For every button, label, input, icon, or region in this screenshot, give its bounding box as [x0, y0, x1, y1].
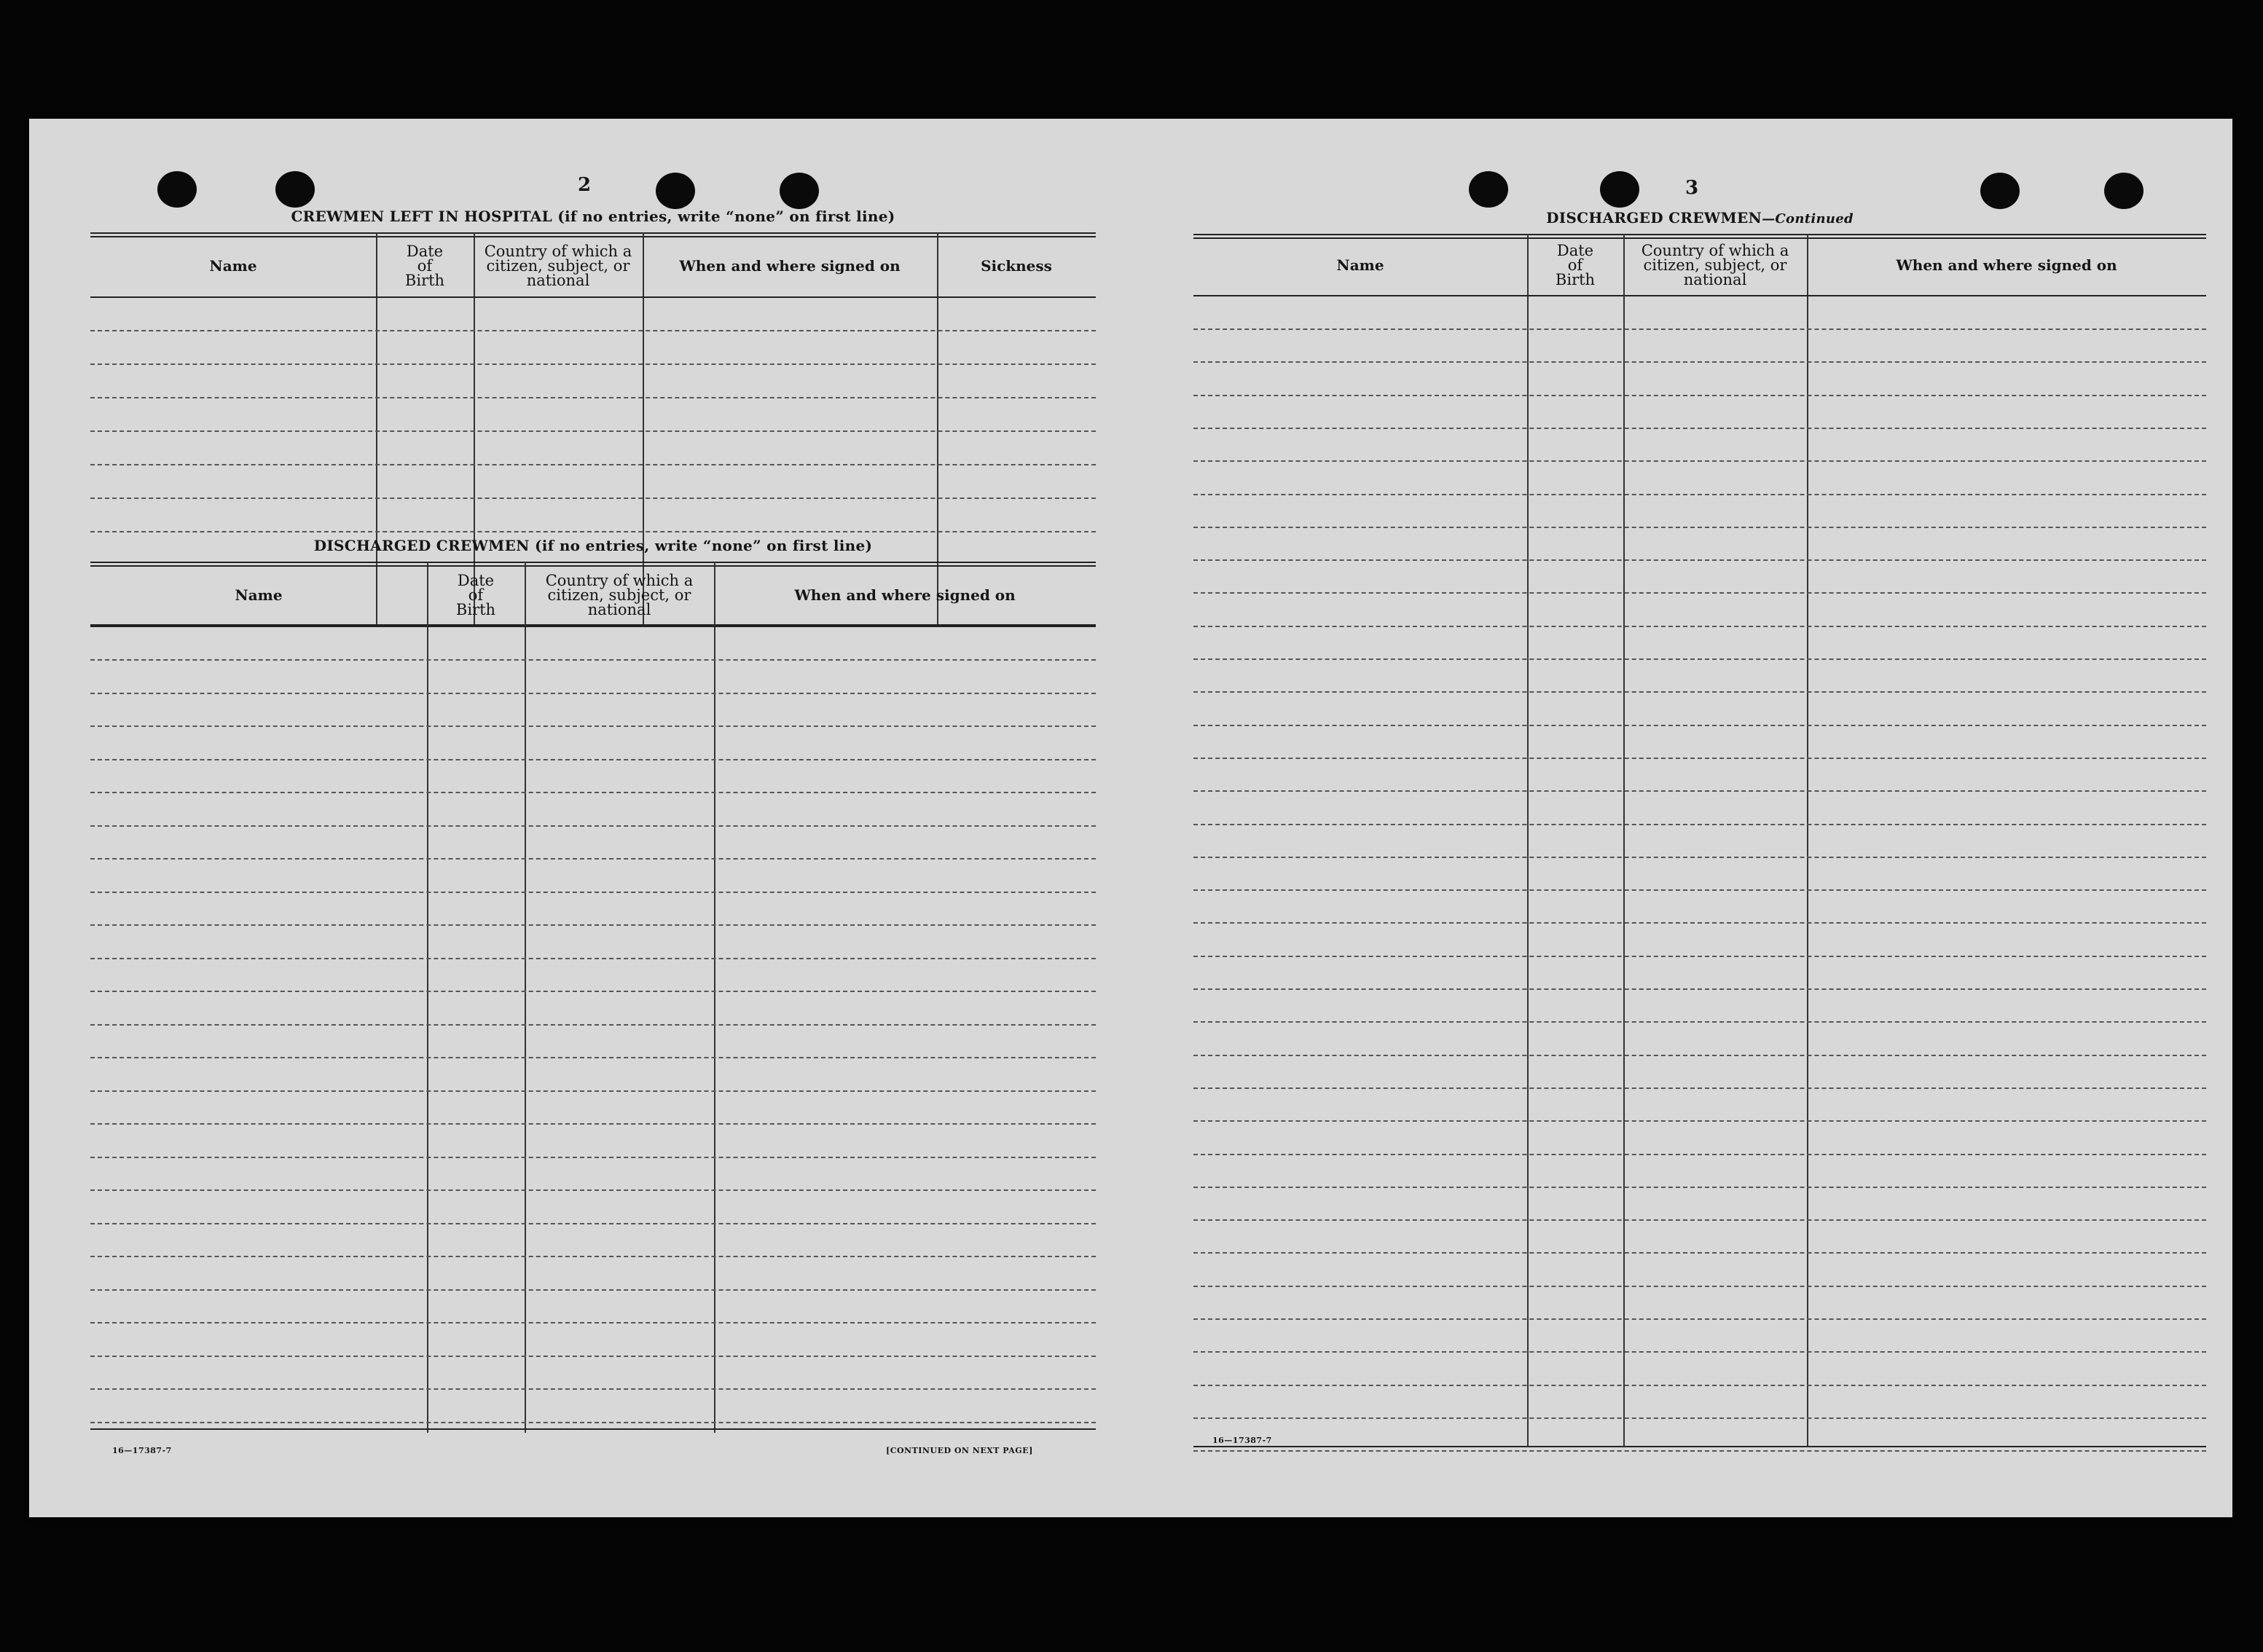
discharged-section-title: [90, 537, 1096, 554]
form-code-right: 16—17387-7: [1212, 1436, 1272, 1445]
discharged-continued-table: [1193, 234, 2206, 1450]
table-row[interactable]: [1193, 559, 2206, 561]
punch-hole: [780, 173, 819, 209]
table-row[interactable]: [1193, 1417, 2206, 1419]
table-row[interactable]: [90, 1388, 1096, 1390]
table-row[interactable]: [90, 464, 1096, 465]
table-row[interactable]: [1193, 1021, 2206, 1023]
table-row[interactable]: [90, 363, 1096, 365]
table-row[interactable]: [90, 958, 1096, 959]
table-row[interactable]: [1193, 1318, 2206, 1320]
table-row[interactable]: [1193, 1120, 2206, 1122]
col-header-date-of-birth: Date of Birth: [1555, 242, 1596, 288]
table-row[interactable]: [90, 1356, 1096, 1357]
table-row[interactable]: [1193, 725, 2206, 726]
punch-hole: [1600, 171, 1639, 208]
table-row[interactable]: [1193, 460, 2206, 462]
col-header-signed-on: When and where signed on: [794, 586, 1016, 604]
punch-hole: [275, 171, 315, 208]
table-bottom-rule: [90, 1428, 1096, 1430]
table-row[interactable]: [90, 892, 1096, 893]
header-bottom-rule: [90, 626, 1096, 627]
table-row[interactable]: [1193, 428, 2206, 429]
table-row[interactable]: [90, 991, 1096, 992]
table-bottom-rule: [1193, 1446, 2206, 1447]
table-row[interactable]: [1193, 790, 2206, 792]
table-row[interactable]: [90, 725, 1096, 727]
table-top-rule: [90, 562, 1096, 567]
table-row[interactable]: [90, 1289, 1096, 1291]
table-row[interactable]: [90, 759, 1096, 760]
col-header-sickness: Sickness: [981, 257, 1052, 275]
right-title-suffix: —Continued: [1762, 211, 1854, 227]
punch-hole: [1980, 173, 2020, 209]
page-number-right: 3: [1684, 177, 1699, 199]
table-row[interactable]: [1193, 1351, 2206, 1353]
hospital-title-note: (if no entries, write “none” on first line): [557, 208, 895, 225]
table-row[interactable]: [1193, 361, 2206, 363]
table-row[interactable]: [90, 330, 1096, 331]
table-top-rule: [90, 232, 1096, 237]
header-bottom-rule: [90, 296, 1096, 298]
column-divider: [1807, 234, 1808, 1446]
right-section-title: [1193, 209, 2206, 227]
continued-note: [CONTINUED ON NEXT PAGE]: [886, 1446, 1033, 1455]
table-row[interactable]: [1193, 824, 2206, 825]
table-row[interactable]: [90, 792, 1096, 793]
punch-hole: [157, 171, 197, 208]
table-row[interactable]: [1193, 988, 2206, 990]
table-row[interactable]: [1193, 1055, 2206, 1056]
table-row[interactable]: [1193, 527, 2206, 528]
col-header-country: Country of which a citizen, subject, or national: [484, 243, 632, 289]
table-row[interactable]: [1193, 1252, 2206, 1254]
table-row[interactable]: [90, 924, 1096, 926]
col-header-name: Name: [209, 257, 257, 275]
table-row[interactable]: [90, 1322, 1096, 1323]
form-sheet: [29, 119, 2232, 1517]
table-row[interactable]: [1193, 1450, 2206, 1452]
col-header-name: Name: [1336, 256, 1384, 274]
table-row[interactable]: [90, 1256, 1096, 1257]
col-header-date-of-birth: Date of Birth: [455, 572, 496, 618]
table-row[interactable]: [1193, 1154, 2206, 1155]
right-title-text: DISCHARGED CREWMEN: [1546, 209, 1762, 227]
hospital-title-text: CREWMEN LEFT IN HOSPITAL: [291, 208, 552, 225]
hospital-section-title: [90, 208, 1096, 225]
table-row[interactable]: [90, 397, 1096, 398]
col-header-date-of-birth: Date of Birth: [404, 243, 445, 289]
page-number-left: 2: [577, 174, 592, 196]
discharged-table: [90, 562, 1096, 1433]
table-row[interactable]: [1193, 626, 2206, 627]
punch-hole: [2104, 173, 2144, 209]
table-row[interactable]: [1193, 658, 2206, 660]
table-row[interactable]: [1193, 1087, 2206, 1089]
table-row[interactable]: [1193, 857, 2206, 858]
table-row[interactable]: [1193, 922, 2206, 924]
table-row[interactable]: [90, 1157, 1096, 1158]
table-row[interactable]: [90, 531, 1096, 532]
table-row[interactable]: [90, 430, 1096, 432]
discharged-title-text: DISCHARGED CREWMEN: [313, 537, 530, 554]
table-row[interactable]: [1193, 329, 2206, 330]
table-row[interactable]: [90, 1090, 1096, 1092]
table-row[interactable]: [90, 1189, 1096, 1191]
punch-hole: [1469, 171, 1508, 208]
table-row[interactable]: [1193, 1219, 2206, 1221]
header-bottom-rule: [1193, 295, 2206, 296]
column-divider: [1527, 234, 1529, 1446]
table-row[interactable]: [1193, 592, 2206, 594]
table-row[interactable]: [90, 1024, 1096, 1026]
table-row[interactable]: [90, 1223, 1096, 1224]
table-row[interactable]: [1193, 1286, 2206, 1287]
table-row[interactable]: [1193, 758, 2206, 759]
table-row[interactable]: [90, 659, 1096, 661]
col-header-country: Country of which a citizen, subject, or national: [1641, 242, 1789, 288]
table-row[interactable]: [90, 1422, 1096, 1423]
punch-hole: [656, 173, 695, 209]
table-row[interactable]: [90, 858, 1096, 860]
table-row[interactable]: [90, 693, 1096, 694]
table-row[interactable]: [1193, 395, 2206, 396]
table-row[interactable]: [1193, 1385, 2206, 1386]
table-row[interactable]: [1193, 691, 2206, 693]
table-row[interactable]: [90, 497, 1096, 499]
table-row[interactable]: [1193, 1187, 2206, 1188]
column-divider: [1623, 234, 1625, 1446]
table-row[interactable]: [1193, 494, 2206, 495]
table-row[interactable]: [1193, 956, 2206, 957]
col-header-country: Country of which a citizen, subject, or national: [545, 572, 694, 618]
form-code-left: 16—17387-7: [112, 1446, 172, 1455]
col-header-signed-on: When and where signed on: [1896, 256, 2117, 274]
col-header-signed-on: When and where signed on: [679, 257, 901, 275]
table-row[interactable]: [90, 825, 1096, 827]
discharged-title-note: (if no entries, write “none” on first line): [535, 537, 873, 554]
col-header-name: Name: [235, 586, 283, 604]
table-row[interactable]: [90, 1057, 1096, 1058]
table-row[interactable]: [90, 1123, 1096, 1125]
table-row[interactable]: [1193, 889, 2206, 891]
